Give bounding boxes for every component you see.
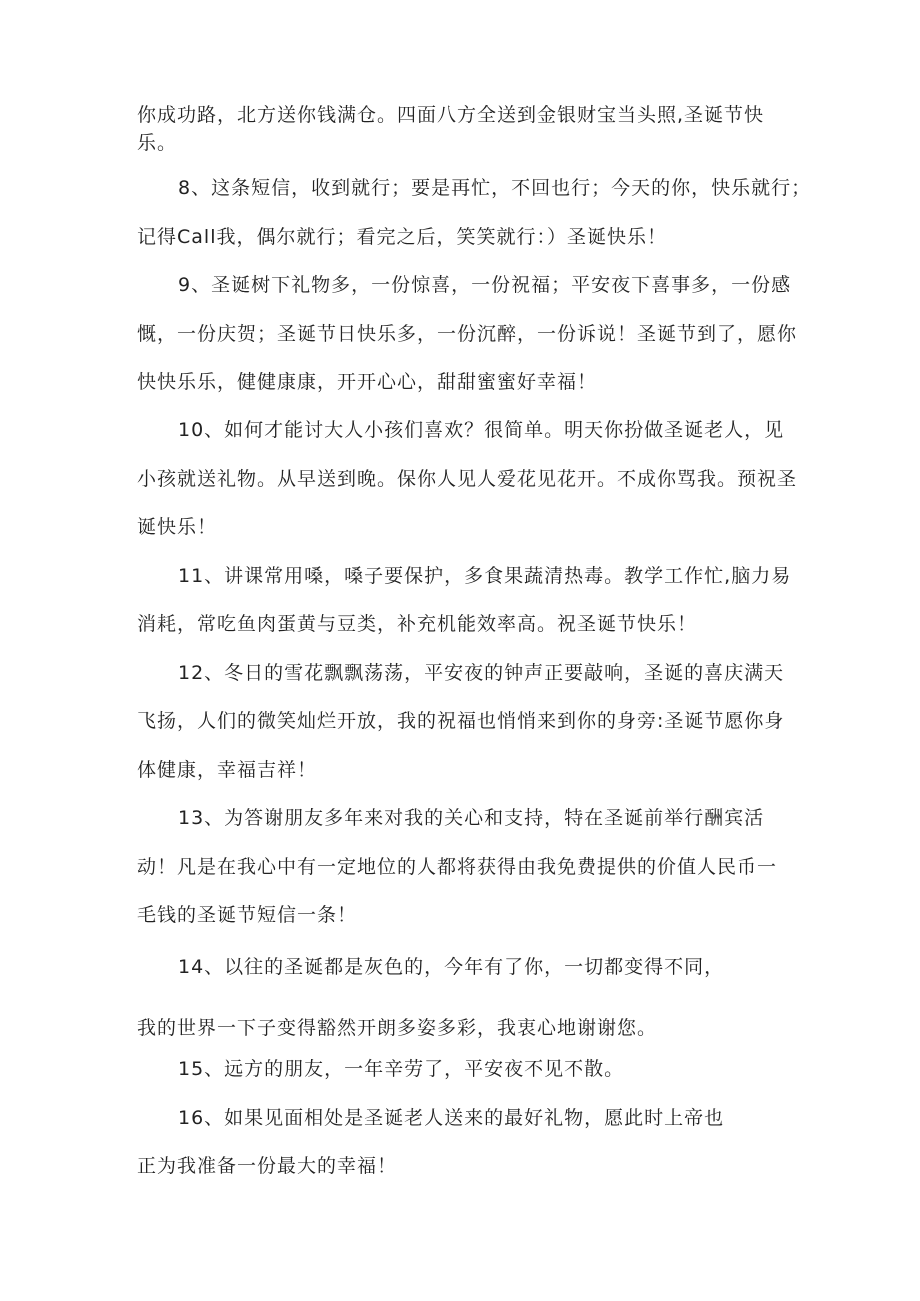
text-line: 消耗，常吃鱼肉蛋黄与豆类，补充机能效率高。祝圣诞节快乐！ [137, 613, 698, 635]
text-line: 飞扬，人们的微笑灿烂开放，我的祝福也悄悄来到你的身旁:圣诞节愿你身 [137, 710, 785, 732]
text-line: 11、讲课常用嗓，嗓子要保护，多食果蔬清热毒。教学工作忙,脑力易 [178, 565, 792, 587]
text-line: 12、冬日的雪花飘飘荡荡，平安夜的钟声正要敲响，圣诞的喜庆满天 [178, 662, 785, 684]
text-line: 正为我准备一份最大的幸福！ [137, 1155, 398, 1177]
text-line: 14、以往的圣诞都是灰色的，今年有了你，一切都变得不同， [178, 956, 725, 978]
text-line: 毛钱的圣诞节短信一条！ [137, 904, 358, 926]
text-line: 小孩就送礼物。从早送到晚。保你人见人爱花见花开。不成你骂我。预祝圣 [137, 468, 798, 490]
text-line: 10、如何才能讨大人小孩们喜欢？很简单。明天你扮做圣诞老人，见 [178, 419, 785, 441]
text-line: 诞快乐！ [137, 516, 218, 538]
text-line: 快快乐乐，健健康康，开开心心，甜甜蜜蜜好幸福！ [137, 371, 598, 393]
text-line: 记得Call我，偶尔就行；看完之后，笑笑就行：）圣诞快乐！ [137, 226, 667, 248]
text-line: 体健康，幸福吉祥！ [137, 759, 318, 781]
text-line: 8、这条短信，收到就行；要是再忙，不回也行；今天的你，快乐就行； [178, 177, 812, 199]
text-line: 慨，一份庆贺；圣诞节日快乐多，一份沉醉，一份诉说！圣诞节到了，愿你 [137, 323, 798, 345]
text-line: 9、圣诞树下礼物多，一份惊喜，一份祝福；平安夜下喜事多，一份感 [178, 274, 792, 296]
text-line: 你成功路，北方送你钱满仓。四面八方全送到金银财宝当头照,圣诞节快 [137, 104, 765, 126]
text-line: 乐。 [137, 132, 178, 154]
text-line: 动！凡是在我心中有一定地位的人都将获得由我免费提供的价值人民币一 [137, 856, 778, 878]
text-line: 13、为答谢朋友多年来对我的关心和支持，特在圣诞前举行酬宾活 [178, 807, 765, 829]
text-line: 我的世界一下子变得豁然开朗多姿多彩，我衷心地谢谢您。 [137, 1017, 658, 1039]
text-line: 15、远方的朋友，一年辛劳了，平安夜不见不散。 [178, 1058, 625, 1080]
text-line: 16、如果见面相处是圣诞老人送来的最好礼物，愿此时上帝也 [178, 1107, 725, 1129]
